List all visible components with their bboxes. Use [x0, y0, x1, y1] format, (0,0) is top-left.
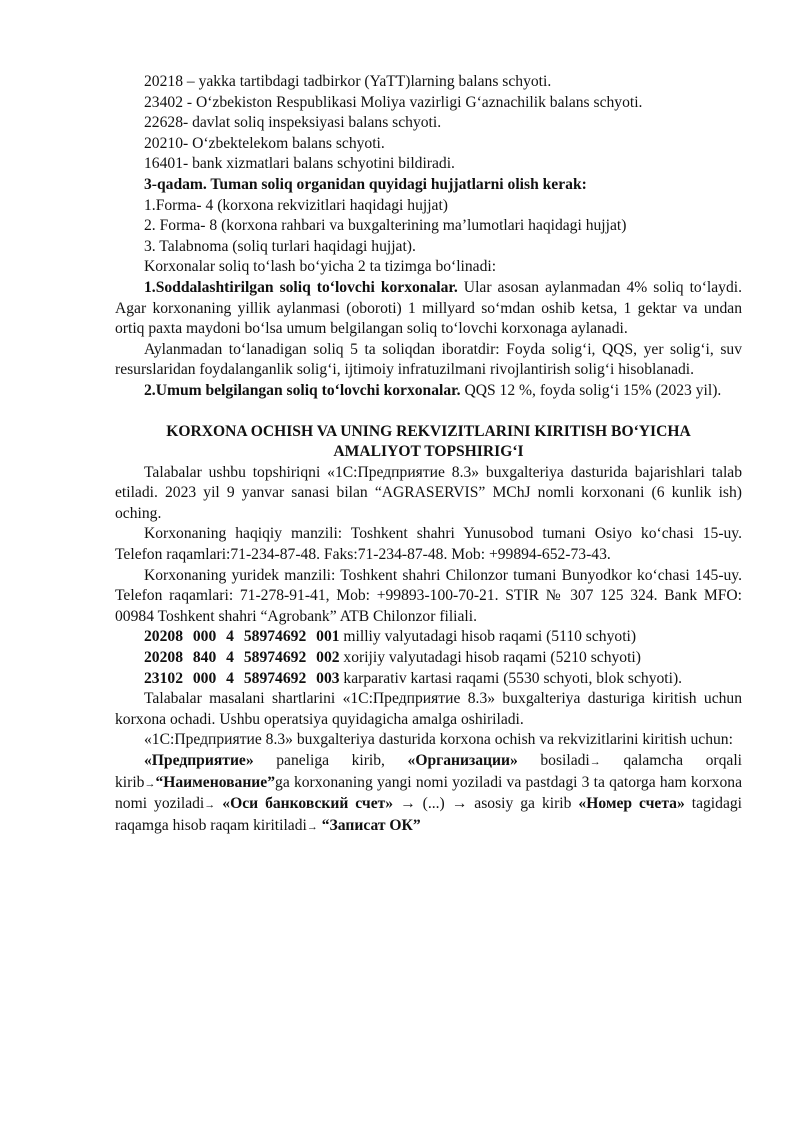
task-paragraph: Talabalar ushbu topshiriqni «1С:Предприятие 8.3» buxgalteriya dasturida bajarishlari talab etiladi. 2023 yil 9 yanvar sanasi bilan “AGRASERVIS” MChJ nomli korxonani (6 kunlik ish) oching.: [115, 463, 742, 522]
account-desc: xorijiy valyutadagi hisob raqami (5210 schyoti): [339, 649, 641, 667]
instr-text: paneliga kirib,: [253, 752, 408, 769]
system1-text: Ular asosan aylanmadan 4% soliq to‘laydi. Agar korxonaning yillik aylanmasi (oboroti) 1 millyard so‘mdan oshib ketsa, 1 gektar va undan ortiq paxta maydoni bo‘lsa umum belgilangan soliq to‘lovchi korxonaga aylanadi.: [115, 278, 742, 338]
account-desc: karparativ kartasi raqami (5530 schyoti, blok schyoti).: [339, 669, 683, 687]
section-title: KORXONA OCHISH VA UNING REKVIZITLARINI KIRITISH BO‘YICHA: [166, 422, 691, 440]
instr-text: tagidagi raqamga hisob raqam kiritiladi: [115, 795, 742, 834]
field-name: “Наименование”: [155, 773, 276, 791]
system2-text: QQS 12 %, foyda solig‘i 15% (2023 yil).: [460, 381, 722, 399]
field-bank-account: «Оси банковский счет»: [222, 795, 394, 813]
turnover-paragraph: Aylanmadan to‘lanadigan soliq 5 ta soliqdan iboratdir: Foyda solig‘i, QQS, yer solig‘i, suv resurslaridan foydalanganlik solig‘i, ijtimoiy infratuzilmani rivojlantirish solig‘i hisoblanadi.: [115, 340, 742, 379]
menu-organizations: «Организации»: [407, 752, 518, 769]
instr-text: bosiladi: [517, 752, 590, 769]
arrow-icon: →: [589, 756, 601, 768]
step3-item: 1.Forma- 4 (korxona rekvizitlari haqidagi hujjat): [144, 196, 448, 214]
step3-item: 2. Forma- 8 (korxona rahbari va buxgalterining ma’lumotlari haqidagi hujjat): [144, 217, 627, 235]
account-line: [115, 627, 742, 648]
text-line: 16401- bank xizmatlari balans schyotini bildiradi.: [144, 155, 455, 173]
save-ok-label: “Записат ОК”: [321, 816, 421, 834]
program-paragraph: «1С:Предприятие 8.3» buxgalteriya dasturida korxona ochish va rekvizitlarini kiritish uchun:: [144, 731, 733, 749]
legal-address-paragraph: Korxonaning yuridek manzili: Toshkent shahri Chilonzor tumani Bunyodkor ko‘chasi 145-uy. Telefon raqamlari: 71-278-91-41, Mob: +99893-100-70-21. STIR № 307 125 324. Bank MFO: 00984 Toshkent shahri “Agrobank” ATB Chilonzor filiali.: [115, 566, 742, 625]
account-line: [115, 669, 742, 690]
systems-intro: Korxonalar soliq to‘lash bo‘yicha 2 ta tizimga bo‘linadi:: [144, 258, 497, 276]
instr-text: → (...) → asosiy ga kirib: [393, 795, 579, 813]
step3-heading: 3-qadam. Tuman soliq organidan quyidagi hujjatlarni olish kerak:: [144, 175, 587, 193]
system2-paragraph: [115, 381, 742, 402]
section-subtitle: AMALIYOT TOPSHIRIG‘I: [333, 443, 524, 461]
account-number: 20208 840 4 58974692 002: [144, 649, 340, 667]
step3-item: 3. Talabnoma (soliq turlari haqidagi hujjat).: [144, 237, 416, 255]
account-number: 20208 000 4 58974692 001: [144, 628, 340, 646]
text-line: 20218 – yakka tartibdagi tadbirkor (YaTT)larning balans schyoti.: [144, 73, 552, 90]
arrow-icon: →: [306, 820, 318, 833]
text-line: 23402 - O‘zbekiston Respublikasi Moliya vazirligi G‘aznachilik balans schyoti.: [144, 93, 643, 111]
instr-text: qalamcha orqali kirib: [115, 752, 742, 791]
account-desc: milliy valyutadagi hisob raqami (5110 schyoti): [339, 628, 637, 646]
instruction-paragraph: [115, 751, 742, 837]
spacer: [115, 402, 742, 422]
menu-enterprise: «Предприятие»: [144, 752, 254, 769]
actual-address-paragraph: Korxonaning haqiqiy manzili: Toshkent shahri Yunusobod tumani Osiyo ko‘chasi 15-uy. Telefon raqamlari:71-234-87-48. Faks:71-234-87-48. Mob: +99894-652-73-43.: [115, 525, 742, 564]
account-number: 23102 000 4 58974692 003: [144, 669, 340, 687]
account-line: [115, 648, 742, 669]
field-account-number: «Номер счета»: [578, 795, 685, 813]
instr-text: ga korxonaning yangi nomi yoziladi va pastdagi 3 ta qatorga ham korxona nomi yoziladi: [115, 773, 742, 813]
system1-paragraph: [115, 278, 742, 340]
system1-title: 1.Soddalashtirilgan soliq to‘lovchi korxonalar.: [144, 278, 458, 296]
system2-title: 2.Umum belgilangan soliq to‘lovchi korxonalar.: [144, 381, 461, 399]
text-line: 20210- O‘zbektelekom balans schyoti.: [144, 134, 385, 152]
text-line: 22628- davlat soliq inspeksiyasi balans schyoti.: [144, 114, 442, 132]
arrow-icon: →: [144, 777, 156, 790]
arrow-icon: →: [204, 799, 216, 812]
students-paragraph: Talabalar masalani shartlarini «1С:Предприятие 8.3» buxgalteriya dasturiga kiritish uchun korxona ochadi. Ushbu operatsiya quyidagicha amalga oshiriladi.: [115, 690, 742, 728]
